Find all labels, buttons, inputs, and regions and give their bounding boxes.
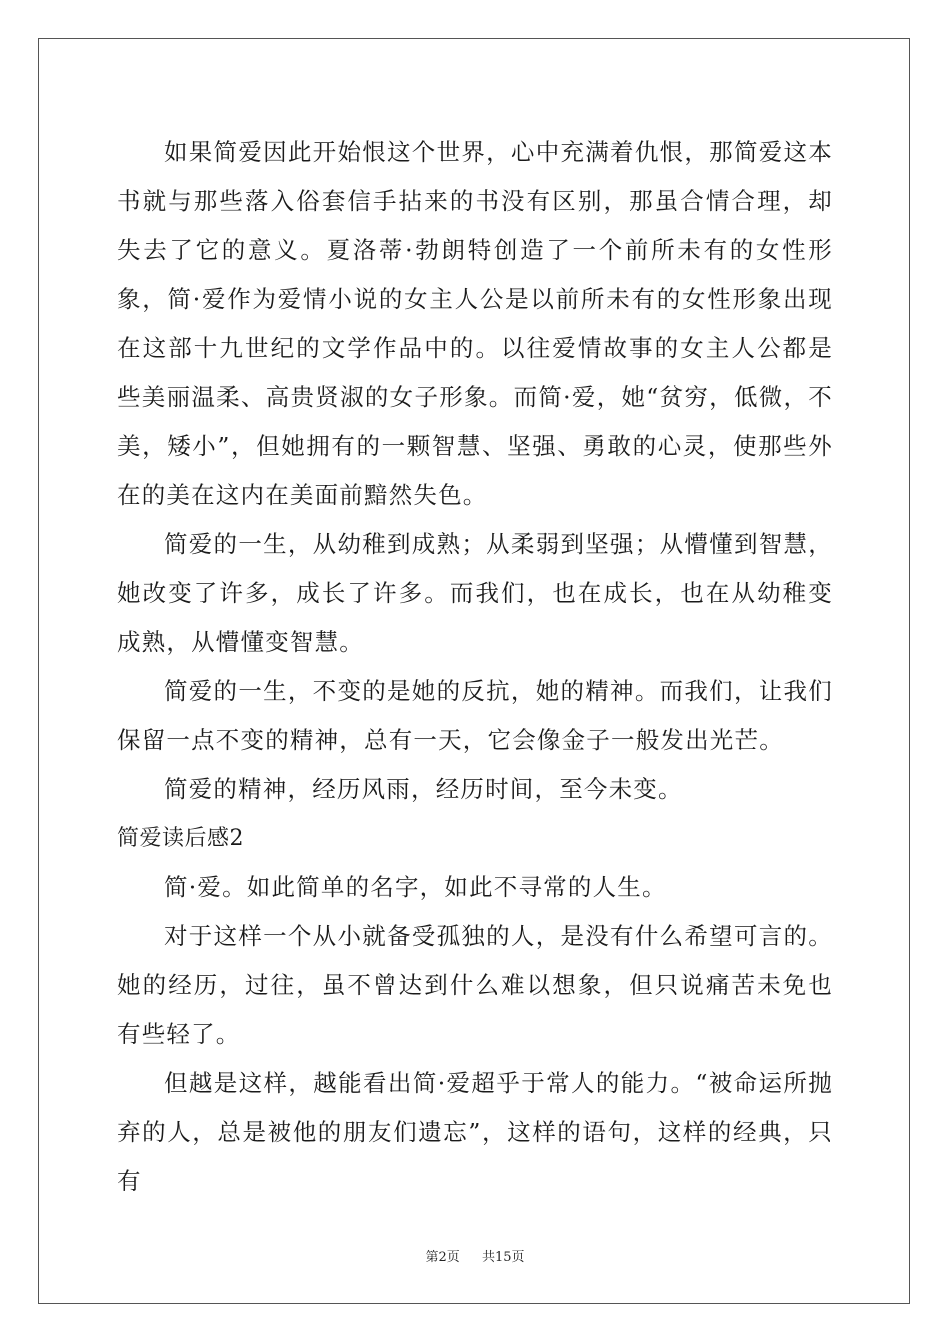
page-number: 第2页 bbox=[425, 1250, 460, 1265]
section-paragraph-2: 对于这样一个从小就备受孤独的人，是没有什么希望可言的。她的经历，过往，虽不曾达到什么难以想象，但只说痛苦未免也有些轻了。 bbox=[117, 922, 833, 1048]
section-heading: 简爱读后感2 bbox=[117, 826, 244, 851]
page-footer bbox=[0, 1246, 950, 1265]
section-paragraph-1: 简·爱。如此简单的名字，如此不寻常的人生。 bbox=[164, 873, 667, 901]
document-body bbox=[117, 128, 833, 1206]
total-pages: 共15页 bbox=[482, 1250, 525, 1265]
section-paragraph-3: 但越是这样，越能看出简·爱超乎于常人的能力。“被命运所抛弃的人，总是被他的朋友们遗忘”，这样的语句，这样的经典，只有 bbox=[117, 1069, 833, 1195]
paragraph-4: 简爱的精神，经历风雨，经历时间，至今未变。 bbox=[164, 775, 683, 803]
paragraph-3: 简爱的一生，不变的是她的反抗，她的精神。而我们，让我们保留一点不变的精神，总有一天，它会像金子一般发出光芒。 bbox=[117, 677, 833, 754]
paragraph-1: 如果简爱因此开始恨这个世界，心中充满着仇恨，那简爱这本书就与那些落入俗套信手拈来的书没有区别，那虽合情合理，却失去了它的意义。夏洛蒂·勃朗特创造了一个前所未有的女性形象，简·爱作为爱情小说的女主人公是以前所未有的女性形象出现在这部十九世纪的文学作品中的。以往爱情故事的女主人公都是些美丽温柔、高贵贤淑的女子形象。而简·爱，她“贫穷，低微，不美，矮小”，但她拥有的一颗智慧、坚强、勇敢的心灵，使那些外在的美在这内在美面前黯然失色。 bbox=[117, 138, 833, 509]
paragraph-2: 简爱的一生，从幼稚到成熟；从柔弱到坚强；从懵懂到智慧，她改变了许多，成长了许多。而我们，也在成长，也在从幼稚变成熟，从懵懂变智慧。 bbox=[117, 530, 833, 656]
